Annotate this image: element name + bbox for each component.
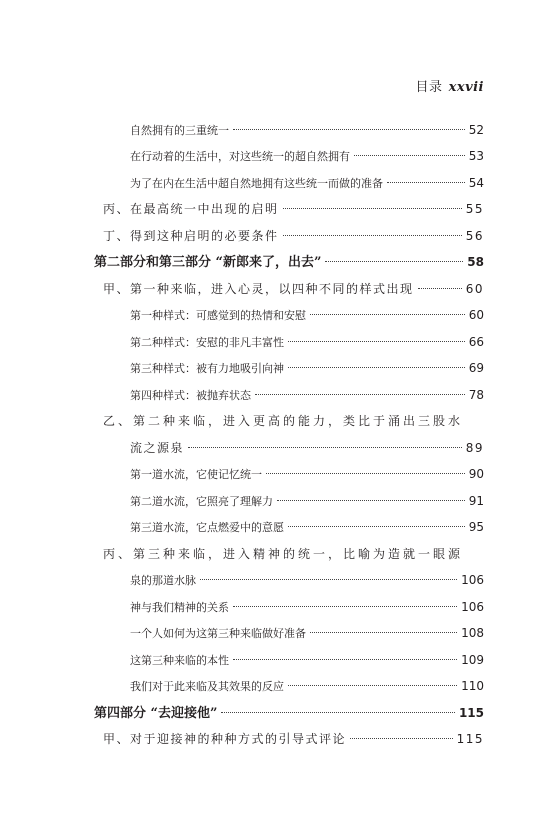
toc-entry-page: 60	[465, 282, 484, 296]
toc-entry-page: 55	[465, 202, 484, 216]
toc-entry-page: 110	[461, 679, 484, 693]
toc-entry	[130, 174, 484, 192]
toc-entry-title: 第三种样式：被有力地吸引向神	[130, 362, 284, 375]
toc-entry-page: 58	[467, 255, 484, 269]
toc-entry	[103, 227, 484, 245]
toc-entry-title: 一个人如何为这第三种来临做好准备	[130, 627, 306, 640]
toc-entry	[130, 147, 484, 165]
dot-leader	[233, 659, 457, 660]
toc-entry	[130, 598, 484, 616]
dot-leader	[266, 473, 465, 474]
toc-entry-page: 53	[468, 149, 484, 163]
dot-leader	[310, 632, 457, 633]
toc-entry-page: 109	[461, 653, 484, 667]
dot-leader	[283, 208, 462, 209]
dot-leader	[288, 526, 465, 527]
toc-entry-page: 90	[468, 467, 484, 481]
dot-leader	[288, 341, 465, 342]
toc-entry-page: 115	[456, 732, 484, 746]
toc-entry-title: 第一种样式：可感觉到的热情和安慰	[130, 309, 306, 322]
toc-entry-page: 108	[461, 626, 484, 640]
toc-entry-title: 第三道水流，它点燃爱中的意愿	[130, 521, 284, 534]
dot-leader	[188, 447, 462, 448]
toc-entry	[130, 121, 484, 139]
toc-entry-page: 106	[461, 600, 484, 614]
toc-entry-title: 第二部分和第三部分 “新郎来了，出去”	[94, 255, 322, 270]
toc-entry-page: 69	[468, 361, 484, 375]
toc-entry-title: 第四种样式：被抛弃状态	[130, 389, 251, 402]
toc-entry-page: 89	[465, 441, 484, 455]
toc-entry-title: 第二种样式：安慰的非凡丰富性	[130, 336, 284, 349]
toc-entry-page: 60	[468, 308, 484, 322]
dot-leader	[255, 394, 465, 395]
toc-entry-page: 78	[468, 388, 484, 402]
toc-part-entry	[94, 253, 484, 271]
toc-entry-title: 第一道水流，它使记忆统一	[130, 468, 262, 481]
toc-entry-title: 为了在内在生活中超自然地拥有这些统一而做的准备	[130, 177, 383, 190]
page-folio: xxvii	[448, 80, 484, 95]
dot-leader	[200, 579, 457, 580]
toc-entry-title-line: 乙、第二种来临，进入更高的能力，类比于涌出三股水	[103, 414, 464, 428]
toc-entry-title: 甲、第一种来临，进入心灵，以四种不同的样式出现	[103, 282, 414, 296]
toc-entry-page: 56	[465, 229, 484, 243]
toc-entry-title: 神与我们精神的关系	[130, 601, 229, 614]
toc-entry-title: 丁、得到这种启明的必要条件	[103, 229, 279, 243]
running-header-section: 目录	[415, 80, 443, 95]
toc-entry-page: 115	[458, 706, 484, 720]
toc-entry-title: 甲、对于迎接神的种种方式的引导式评论	[103, 732, 347, 746]
dot-leader	[283, 235, 462, 236]
dot-leader	[418, 288, 462, 289]
toc-entry-page: 95	[468, 520, 484, 534]
dot-leader	[325, 261, 463, 262]
toc-entry	[103, 280, 484, 298]
dot-leader	[288, 685, 457, 686]
dot-leader	[288, 367, 465, 368]
dot-leader	[350, 738, 453, 739]
toc-entry-title: 第四部分 “去迎接他”	[94, 706, 218, 721]
toc-entry	[130, 677, 484, 695]
toc-entry	[130, 651, 484, 669]
toc-entry-title: 我们对于此来临及其效果的反应	[130, 680, 284, 693]
toc-entry-page: 66	[468, 335, 484, 349]
toc-entry	[130, 439, 484, 457]
toc-entry	[130, 518, 484, 536]
toc-entry-page: 106	[461, 573, 484, 587]
toc-part-entry	[94, 704, 484, 722]
toc-entry-title: 丙、在最高统一中出现的启明	[103, 202, 279, 216]
toc-entry	[130, 571, 484, 589]
toc-entry	[130, 386, 484, 404]
toc-entry-title: 第二道水流，它照亮了理解力	[130, 495, 273, 508]
dot-leader	[277, 500, 465, 501]
toc-entry	[130, 359, 484, 377]
toc-entry	[130, 492, 484, 510]
dot-leader	[221, 712, 454, 713]
toc-entry-title: 这第三种来临的本性	[130, 654, 229, 667]
toc-entry	[103, 730, 484, 748]
toc-entry	[130, 624, 484, 642]
toc-entry	[130, 306, 484, 324]
toc-entry-title: 在行动着的生活中，对这些统一的超自然拥有	[130, 150, 350, 163]
toc-entry	[130, 465, 484, 483]
toc-entry-title: 流之源泉	[130, 441, 185, 455]
toc-entry-page: 54	[468, 176, 484, 190]
dot-leader	[387, 182, 465, 183]
toc-entry-page: 52	[468, 123, 484, 137]
dot-leader	[233, 606, 457, 607]
toc-entry-title: 自然拥有的三重统一	[130, 124, 229, 137]
dot-leader	[233, 129, 465, 130]
toc-entry	[103, 200, 484, 218]
dot-leader	[310, 314, 465, 315]
toc-entry	[130, 333, 484, 351]
toc-entry-page: 91	[468, 494, 484, 508]
dot-leader	[354, 155, 465, 156]
toc-entry-title: 泉的那道水脉	[130, 574, 196, 587]
toc-entry-title-line: 丙、第三种来临，进入精神的统一，比喻为造就一眼源	[103, 547, 464, 561]
